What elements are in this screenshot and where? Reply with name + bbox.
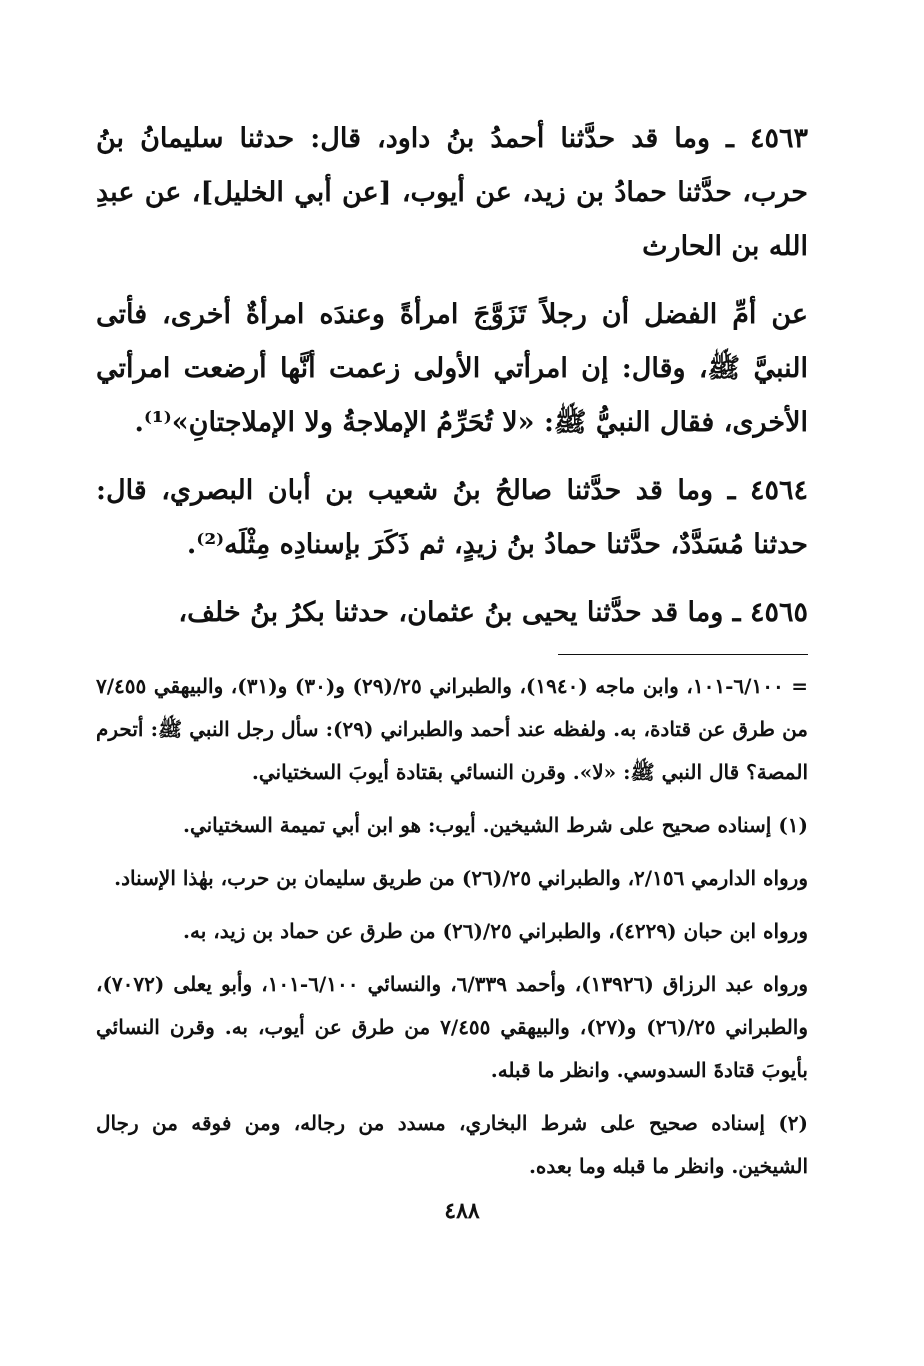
footnote-1-darimi: ورواه الدارمي ٢/١٥٦، والطبراني ٢٥/(٢٦) من طريق سليمان بن حرب، بهٰذا الإسناد. bbox=[114, 866, 808, 890]
footnote-continuation: = ٦/١٠٠-١٠١، وابن ماجه (١٩٤٠)، والطبراني ٢٥/(٢٩) و(٣٠) و(٣١)، والبيهقي ٧/٤٥٥ من طرق عن قتادة، به. ولفظه عند أحمد والطبراني (٢٩): سأل رجل النبي ﷺ: أتحرم المصة؟ قال النبي ﷺ: «لا». وقرن النسائي بقتادة أيوبَ السختياني. bbox=[96, 674, 809, 784]
footnote-1-ibn-hibban: ورواه ابن حبان (٤٢٢٩)، والطبراني ٢٥/(٢٦) من طرق عن حماد بن زيد، به. bbox=[183, 919, 808, 943]
hadith-4564: ٤٥٦٤ ـ وما قد حدَّثنا صالحُ بنُ شعيب بن أبان البصري، قال: حدثنا مُسَدَّدٌ، حدَّثنا حمادُ بنُ زيدٍ، ثم ذَكَرَ بإسنادِه مِثْلَه⁽²⁾. bbox=[96, 475, 808, 560]
hadith-4563-matn: عن أمِّ الفضل أن رجلاً تَزَوَّجَ امرأةً وعندَه امرأةٌ أخرى، فأتى النبيَّ ﷺ، وقال: إن امرأتي الأولى زعمت أنَّها أرضعت امرأتي الأخرى، فقال النبيُّ ﷺ: «لا تُحَرِّمُ الإملاجةُ ولا الإملاجتانِ»⁽¹⁾. bbox=[96, 299, 808, 438]
footnotes bbox=[96, 665, 808, 1188]
page-number: ٤٨٨ bbox=[444, 1198, 480, 1224]
footnote-1-abd-al-razzaq: ورواه عبد الرزاق (١٣٩٢٦)، وأحمد ٦/٣٣٩، والنسائي ٦/١٠٠-١٠١، وأبو يعلى (٧٠٧٢)، والطبراني ٢٥/(٢٦) و(٢٧)، والبيهقي ٧/٤٥٥ من طرق عن أيوب، به. وقرن النسائي بأيوبَ قتادةَ السدوسي. وانظر ما قبله. bbox=[96, 972, 809, 1082]
footnote-1: (١) إسناده صحيح على شرط الشيخين. أيوب: هو ابن أبي تميمة السختياني. bbox=[182, 813, 808, 837]
footnote-separator bbox=[558, 654, 808, 655]
main-text bbox=[96, 112, 808, 640]
hadith-4563-isnad: ٤٥٦٣ ـ وما قد حدَّثنا أحمدُ بنُ داود، قال: حدثنا سليمانُ بنُ حرب، حدَّثنا حمادُ بن زيد، عن أيوب، [عن أبي الخليل]، عن عبدِ الله بن الحارث bbox=[96, 123, 808, 262]
footnote-2: (٢) إسناده صحيح على شرط البخاري، مسدد من رجاله، ومن فوقه من رجال الشيخين. وانظر ما قبله وما بعده. bbox=[96, 1111, 808, 1178]
page-body bbox=[96, 112, 808, 1198]
hadith-4565: ٤٥٦٥ ـ وما قد حدَّثنا يحيى بنُ عثمان، حدثنا بكرُ بنُ خلف، bbox=[178, 597, 808, 628]
